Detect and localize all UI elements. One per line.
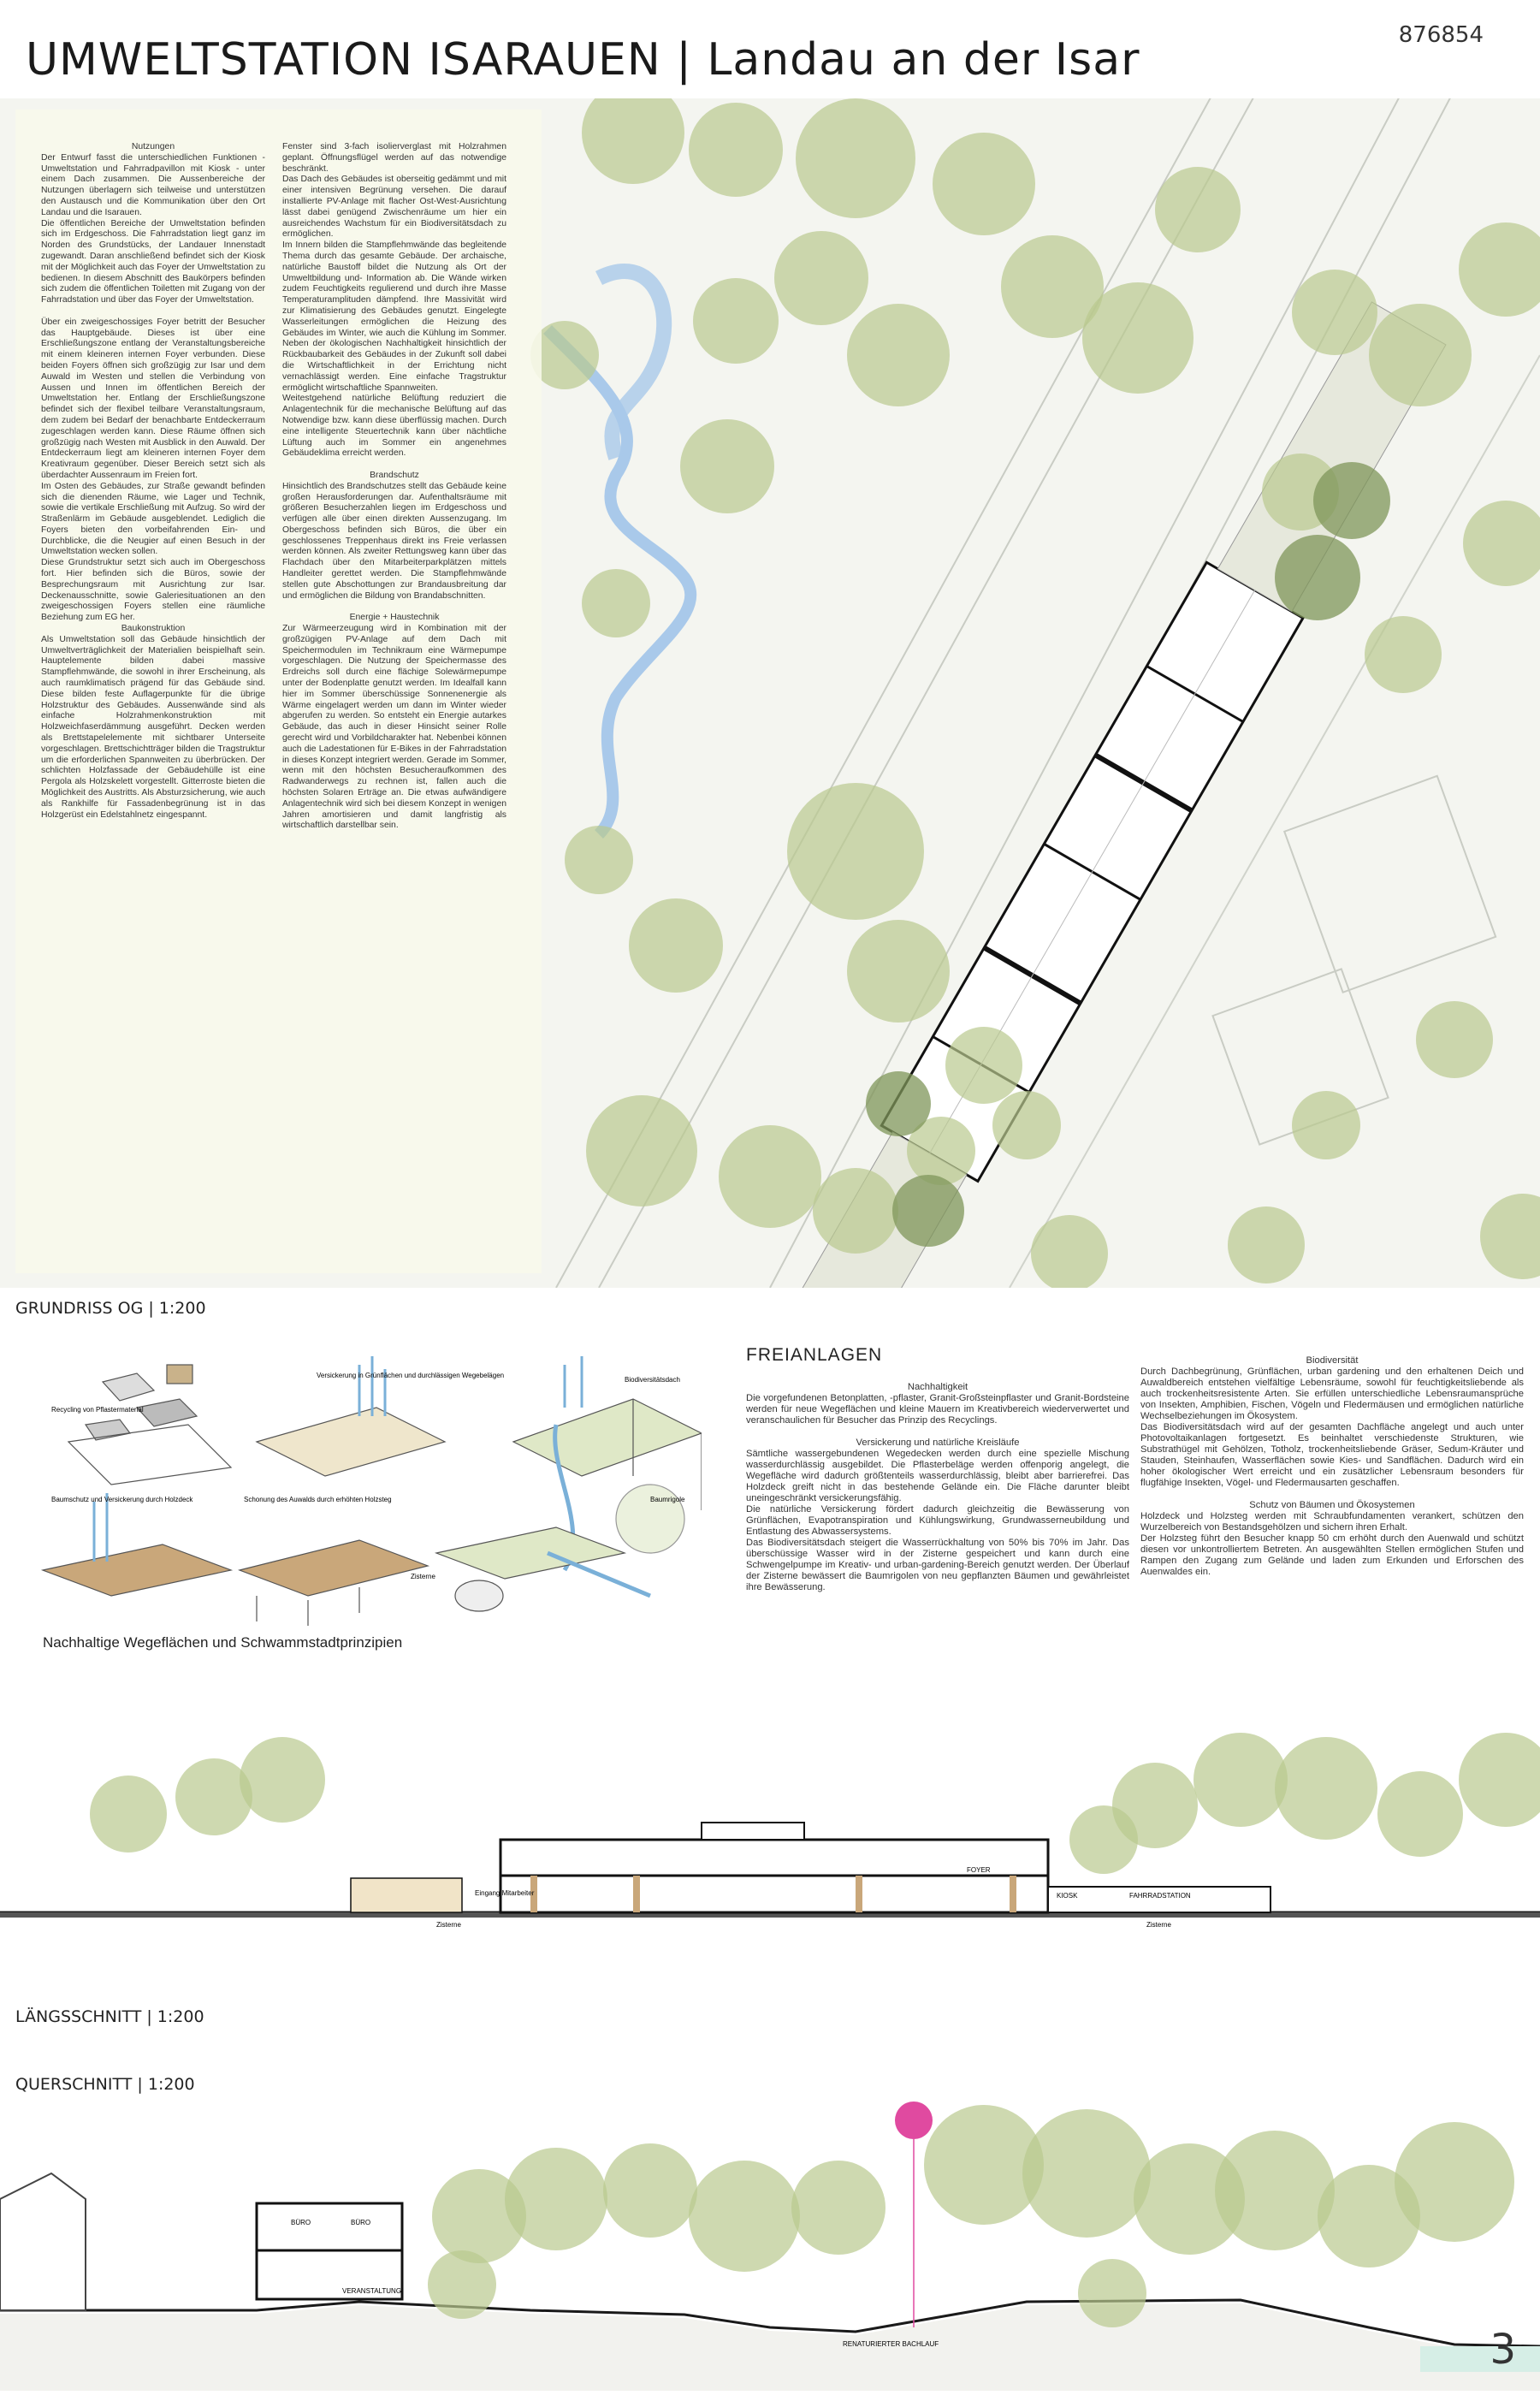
tree-canopy (586, 1095, 697, 1206)
tag-zisterne-1: Zisterne (436, 1921, 461, 1929)
paragraph-biodiversitaet: Durch Dachbegrünung, Grünflächen, urban gardening und den erhaltenen Deich und Auwaldbereich entstehen vielfältige Lebensräume, sowohl für feuchtigkeitsliebende als auch trockenheitsresistente Arten. Sie erfüllen unterschiedliche Lebensraumansprüche von Insekten, Amphibien, Fischen, Vögeln und Fledermäusen und ermöglichen natürliche Wechselbeziehungen im Ökosystem. Das Biodiversitätsdach wird auf der gesamten Dachfläche angelegt und auch unter Photovoltaikanlagen fortgesetzt. Es beinhaltet verschiedenste Strukturen, wie Substrathügel mit Gehölzen, Totholz, trockenheitsliebende Gräser, Sedum-Kräuter und Stauden, Steinhaufen, Wasserflächen sowie Kies- und Sandflächen. Dadurch wird ein hoher ökologischer Wert erreicht und ein zusätzlicher Lebensraum besonders für flugfähige Insekten, Vögel- und Fledermausarten geschaffen. (1140, 1366, 1524, 1488)
tag-buero-2: BÜRO (351, 2219, 371, 2226)
page-title: UMWELTSTATION ISARAUEN | Landau an der Isar (26, 34, 1140, 86)
text-column-2 (282, 142, 509, 832)
tree-canopy (1463, 501, 1540, 586)
page-number: 3 (1490, 2326, 1516, 2374)
heading-nachhaltigkeit: Nachhaltigkeit (907, 1382, 968, 1392)
tree-canopy (1069, 1805, 1138, 1874)
tree-canopy (719, 1125, 821, 1228)
tree-canopy (240, 1737, 325, 1823)
tag-kiosk: KIOSK (1057, 1892, 1078, 1900)
sketches-drawing (34, 1348, 702, 1630)
sketches-caption: Nachhaltige Wegeflächen und Schwammstadtprinzipien (43, 1634, 403, 1651)
text-column-1 (41, 142, 268, 821)
paragraph-nachhaltigkeit: Die vorgefundenen Betonplatten, -pflaster, Granit-Großsteinpflaster und Granit-Bordsteine werden für neue Wegeflächen und kleine Mauern im Kreativbereich wiederverwertet und veranschaulichen für Besucher das Prinzip des Recyclings. (746, 1393, 1133, 1426)
tree-canopy (1292, 1091, 1360, 1159)
sketch-label-baumschutz: Baumschutz und Versickerung durch Holzdeck (51, 1496, 193, 1503)
sketch-label-versickerung: Versickerung in Grünflächen und durchlässigen Wegebelägen (317, 1372, 505, 1379)
tree-canopy (689, 2161, 800, 2272)
tree-canopy (866, 1071, 931, 1136)
tree-canopy (1369, 304, 1472, 406)
tree-canopy (945, 1027, 1022, 1104)
paragraph-energie: Zur Wärmeerzeugung wird in Kombination mit der großzügigen PV-Anlage auf dem Dach mit Speichermodulen im Technikraum eine Wärmepumpe vorgeschlagen. Die Nutzung der Speichermasse des Erdreichs soll durch eine flächige Solewärmepumpe unter der Bodenplatte genutzt werden. Im Idealfall kann hier im Sommer überschüssige Sonnenenergie als Wärme eingelagert werden um dann im Winter wieder abgerufen zu werden. So entsteht ein Energie autarkes Gebäude, das auch in dieser Hinsicht seiner Rolle gerecht wird und Vorbildcharakter hat. Nebenbei können auch die Ladestationen für E-Bikes in der Fahrradstation in dieses Konzept integriert werden. Gerade im Sommer, wenn mit den höchsten Besucheraufkommen des Radwanderwegs zu rechnen ist, fallen auch die höchsten Solaren Erträge an. Die etwas aufwändigere Anlagentechnik wird sich bei diesem Konzept in wenigen Jahren amortisieren und damit langfristig als wirtschaftlich darstellbar sein. (282, 624, 509, 831)
tree-canopy (791, 2161, 886, 2255)
tree-canopy (1228, 1206, 1305, 1283)
tree-canopy (505, 2148, 607, 2250)
tag-foyer: FOYER (967, 1866, 991, 1874)
tree-canopy (1155, 167, 1241, 252)
tag-fahrradstation: FAHRRADSTATION (1129, 1892, 1191, 1900)
tree-canopy (1275, 535, 1360, 620)
tree-canopy (813, 1168, 898, 1254)
tree-canopy (680, 419, 774, 513)
tree-canopy (847, 920, 950, 1023)
tree-canopy (629, 898, 723, 993)
text-panel (15, 110, 542, 1273)
sketch-label-biodiversitaetsdach: Biodiversitätsdach (625, 1376, 680, 1384)
tree-canopy (787, 783, 924, 920)
heading-baukonstruktion: Baukonstruktion (121, 624, 186, 634)
tree-canopy (992, 1091, 1061, 1159)
laengsschnitt-drawing (0, 1720, 1540, 1934)
heading-nutzungen: Nutzungen (131, 142, 175, 151)
tree-canopy (1078, 2259, 1146, 2327)
sketch-label-zisterne: Zisterne (411, 1573, 435, 1580)
grundriss-label: GRUNDRISS OG | 1:200 (15, 1299, 206, 1318)
sketches-area (34, 1348, 702, 1630)
tree-canopy (428, 2250, 496, 2319)
paragraph-baukonstruktion: Als Umweltstation soll das Gebäude hinsichtlich der Umweltverträglichkeit der Materialien beispielhaft sein. Hauptelemente bilden dabei massive Stampflehmwände, die sowohl in ihrer Erscheinung, als auch raumklimatisch prägend für das Gebäude sind. Diese bilden feste Auflagerpunkte für die übrige Holzstruktur des Gebäudes. Aussenwände sind als einfache Holzrahmenkonstruktion mit Holzweichfaserdämmung ausgeführt. Decken werden als Brettstapelelemente mit sichtbarer Unterseite vorgeschlagen. Brettschichtträger bilden die Tragstruktur um die erforderlichen Spannweiten zu überbrücken. Der schlichten Holzfassade der Gebäudehülle ist eine Pergola als Holzskelett vorgestellt. Gitterroste bieten die Möglichkeit des Austritts. Als Absturzsicherung, wie auch als Rankhilfe für Fassadenbegrünung ist in das Holzgerüst ein Edelstahlnetz eingespannt. (41, 634, 268, 820)
tree-canopy (796, 98, 915, 218)
paragraph-schutz: Holzdeck und Holzsteg werden mit Schraubfundamenten verankert, schützen den Wurzelbereich von Bestandsgehölzen und sichern ihren Erhalt. Der Holzsteg führt den Besucher knapp 50 cm erhöht durch den Auenwald und schützt diesen vor unkontrolliertem Betreten. An ausgewählten Stellen ermöglichen Stufen und Rampen den Zugang zum Gelände und laden zum Erkunden und Erforschen des Auenwaldes ein. (1140, 1511, 1524, 1577)
tree-canopy (603, 2143, 697, 2238)
tag-eingang: Eingang Mitarbeiter (475, 1889, 535, 1897)
freianlagen-column-2 (1140, 1355, 1524, 1578)
entry-code: 876854 (1398, 22, 1484, 48)
tree-canopy (1082, 282, 1194, 394)
tree-canopy (774, 231, 868, 325)
heading-schutz: Schutz von Bäumen und Ökosystemen (1249, 1500, 1415, 1510)
querschnitt-label: QUERSCHNITT | 1:200 (15, 2075, 195, 2094)
tree-canopy (1395, 2122, 1514, 2242)
tree-canopy (1022, 2109, 1151, 2238)
paragraph-brandschutz: Hinsichtlich des Brandschutzes stellt das Gebäude keine großen Herausforderungen dar. Aufenthaltsräume mit größeren Besucherzahlen liegen im Erdgeschoss und verfügen alle über einen direkten Aussenzugang. Im Obergeschoss befinden sich Büros, die über ein geschlossenes Treppenhaus direkt ins Freie verlassen werden können. Als zweiter Rettungsweg kann über das Flachdach über den Mitarbeiterparkplätzen mittels Handleiter gerettet werden. Die Stampflehmwände stellen gute Abschottungen zur Brandausbreitung dar und ermöglichen die Bildung von Brandabschnitten. (282, 481, 509, 601)
tree-canopy (847, 304, 950, 406)
tree-canopy (1275, 1737, 1377, 1840)
tree-canopy (1292, 270, 1377, 355)
paragraph-versickerung: Sämtliche wassergebundenen Wegedecken werden durch eine spezielle Mischung wasserdurchlässig ausgebildet. Die Pflasterbeläge werden offenporig angelegt, die Wegefläche wird dadurch größtenteils wasserdurchlässig, bleibt aber barrierefrei. Das Holzdeck greift nicht in das bestehende Gelände ein. Die Fläche darunter bleibt uneingeschränkt versickerungsfähig. Die natürliche Versickerung fördert dadurch gleichzeitig die Bewässerung von Grünflächen, Evapotranspiration und Kühlungswirkung, Grundwasserneubildung und Entlastung des Abwassersystems. Das Biodiversitätsdach steigert die Wasserrückhaltung von 50% bis 70% im Jahr. Das überschüssige Wasser wird in der Zisterne gespeichert und kann durch eine Schwengelpumpe im Kreativ- und urban-gardening-Bereich genutzt werden. Der Überlauf der Zisterne bewässert die Baumrigolen von neu gepflanzten Bäumen und gewährleistet ihre Bewässerung. (746, 1449, 1129, 1592)
sketch-label-baumrigole: Baumrigole (650, 1496, 685, 1503)
tag-buero-1: BÜRO (291, 2219, 311, 2226)
tree-canopy (565, 826, 633, 894)
tree-canopy (1194, 1733, 1288, 1827)
tree-canopy (1480, 1194, 1540, 1279)
tree-canopy (693, 278, 779, 364)
tree-canopy (582, 98, 684, 184)
tree-canopy (1416, 1001, 1493, 1078)
tree-canopy (1459, 1733, 1540, 1827)
sketch-label-recycling: Recycling von Pflastermaterial (51, 1406, 144, 1414)
tree-canopy (689, 103, 783, 197)
tag-veranstaltung: VERANSTALTUNG (342, 2287, 402, 2295)
tag-zisterne-2: Zisterne (1146, 1921, 1171, 1929)
sketch-label-auwald: Schonung des Auwalds durch erhöhten Holzsteg (244, 1496, 392, 1503)
paragraph-nutzungen: Der Entwurf fasst die unterschiedlichen Funktionen - Umweltstation und Fahrradpavillon mit Kiosk - unter einem Dach zusammen. Die Aussenbereiche der Nutzungen überlagern sich teilweise und unterstützen den Austausch und die Kommunikation über den Ort Landau und die Isarauen. Die öffentlichen Bereiche der Umweltstation befinden sich im Erdgeschoss. Die Fahrradstation liegt ganz im Norden des Grundstücks, der Landauer Innenstadt zugewandt. Daran anschließend befindet sich der Kiosk mit der Möglichkeit auch das Foyer der Umweltstation zu bedienen. In diesem Abschnitt des Baukörpers befinden sich zudem die öffentlichen Toiletten mit Zugang von der Fahrradstation und über das Foyer der Umweltstation. Über ein zweigeschossiges Foyer betritt der Besucher das Hauptgebäude. Dieses ist über eine Erschließungszone entlang der Veranstaltungsbereiche mit einem kleineren internen Foyer verbunden. Diese beiden Foyers öffnen sich großzügig zur Isar und dem Auwald im Westen und stellen die Verbindung von Aussen und Innen im öffentlichen Bereich der Umweltstation her. Entlang der Erschließungszone befindet sich der flexibel teilbare Veranstaltungsraum, dem zudem bei Bedarf der benachbarte Entdeckerraum zugeschlagen werden kann. Diese Räume öffnen sich großzügig nach Westen mit Ausblick in den Auwald. Der Entdeckerraum liegt am kleineren internen Foyer dem Kreativraum gegenüber. Dieser Bereich setzt sich als überdachter Aussenraum im Freien fort. Im Osten des Gebäudes, zur Straße gewandt befinden sich die dienenden Räume, wie Lager und Technik, sowie die vertikale Erschließung mit Aufzug. So wird der Straßenlärm im Gebäude ausgeblendet. Lediglich die Foyers bieten den vorbeifahrenden Ein- und Durchblicke, die die Neugier auf einen Besuch in der Umweltstation wecken sollen. Diese Grundstruktur setzt sich auch im Obergeschoss fort. Hier befinden sich die Büros, sowie der Besprechungsraum mit Ausrichtung zur Isar. Deckenausschnitte, sowie Galeriesituationen an den zweigeschossigen Foyers stellen eine räumliche Beziehung zum EG her. (41, 152, 265, 623)
heading-energie: Energie + Haustechnik (349, 613, 440, 623)
tag-bachlauf: RENATURIERTER BACHLAUF (843, 2340, 939, 2348)
tree-canopy (1377, 1771, 1463, 1857)
heading-brandschutz: Brandschutz (370, 470, 419, 480)
tree-canopy (1313, 462, 1390, 539)
tree-canopy (1031, 1215, 1108, 1288)
tree-canopy (892, 1175, 964, 1247)
freianlagen-title: FREIANLAGEN (746, 1345, 883, 1365)
tree-canopy (1215, 2131, 1335, 2250)
heading-versickerung: Versickerung und natürliche Kreisläufe (856, 1438, 1020, 1448)
laengsschnitt-label: LÄNGSSCHNITT | 1:200 (15, 2007, 204, 2026)
paragraph-fenster: Fenster sind 3-fach isolierverglast mit Holzrahmen geplant. Öffnungsflügel werden auf das notwendige beschränkt. Das Dach des Gebäudes ist oberseitig gedämmt und mit einer intensiven Begrünung versehen. Die darauf installierte PV-Anlage mit flacher Ost-West-Ausrichtung lässt dabei genügend Zwischenräume um hier ein ausreichendes Wachstum für ein Biodiversitätsdach zu ermöglichen. Im Innern bilden die Stampflehmwände das begleitende Thema durch das gesamte Gebäude. Der archaische, natürliche Baustoff bildet die Nutzung als Ort der Umweltbildung und- Information ab. Die Wände wirken zudem Feuchtigkeits regulierend und durch ihre Masse Temperaturamplituden dämpfend. Ihre Massivität wird zur Klimatisierung des Gebäudes genutzt. Eingelegte Wasserleitungen ermöglichen die Heizung des Gebäudes im Winter, wie auch die Kühlung im Sommer. Neben der ökologischen Nachhaltigkeit hinsichtlich der Rückbaubarkeit des Gebäudes in der Zukunft soll dabei die Wirtschaftlichkeit in der Errichtung nicht vernachlässigt werden. Eine einfache Tragstruktur ermöglicht wirtschaftliche Spannweiten. Weitestgehend natürliche Belüftung reduziert die Anlagentechnik für die mechanische Belüftung auf das Notwendige bzw. kann diese überflüssig machen. Durch eine intelligente Steuertechnik kann über nächtliche Lüftung auch im Sommer ein angenehmes Gebäudeklima erreicht werden. (282, 142, 506, 459)
querschnitt-drawing (0, 2096, 1540, 2391)
tree-canopy (1459, 222, 1540, 317)
tree-canopy (90, 1776, 167, 1853)
heading-biodiversitaet: Biodiversität (1306, 1355, 1359, 1366)
freianlagen-column-1 (746, 1382, 1133, 1593)
tree-canopy (1365, 616, 1442, 693)
tree-canopy (933, 133, 1035, 235)
tree-canopy (582, 569, 650, 637)
